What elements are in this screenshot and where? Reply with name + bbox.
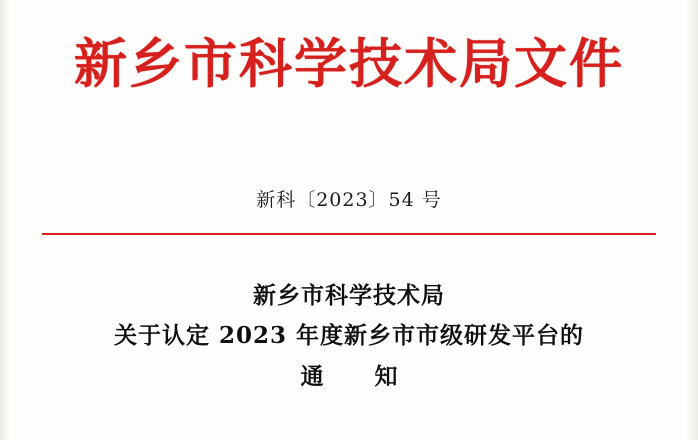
document-header-title: 新乡市科学技术局文件 xyxy=(74,33,624,95)
document-number: 新科〔2023〕54 号 xyxy=(256,189,442,211)
document-body xyxy=(0,276,698,397)
body-line-subject: 关于认定 2023 年度新乡市市级研发平台的 xyxy=(113,322,585,350)
body-line-notice: 通 知 xyxy=(300,362,412,390)
red-divider-rule xyxy=(42,233,656,235)
body-line-issuer: 新乡市科学技术局 xyxy=(253,282,445,309)
